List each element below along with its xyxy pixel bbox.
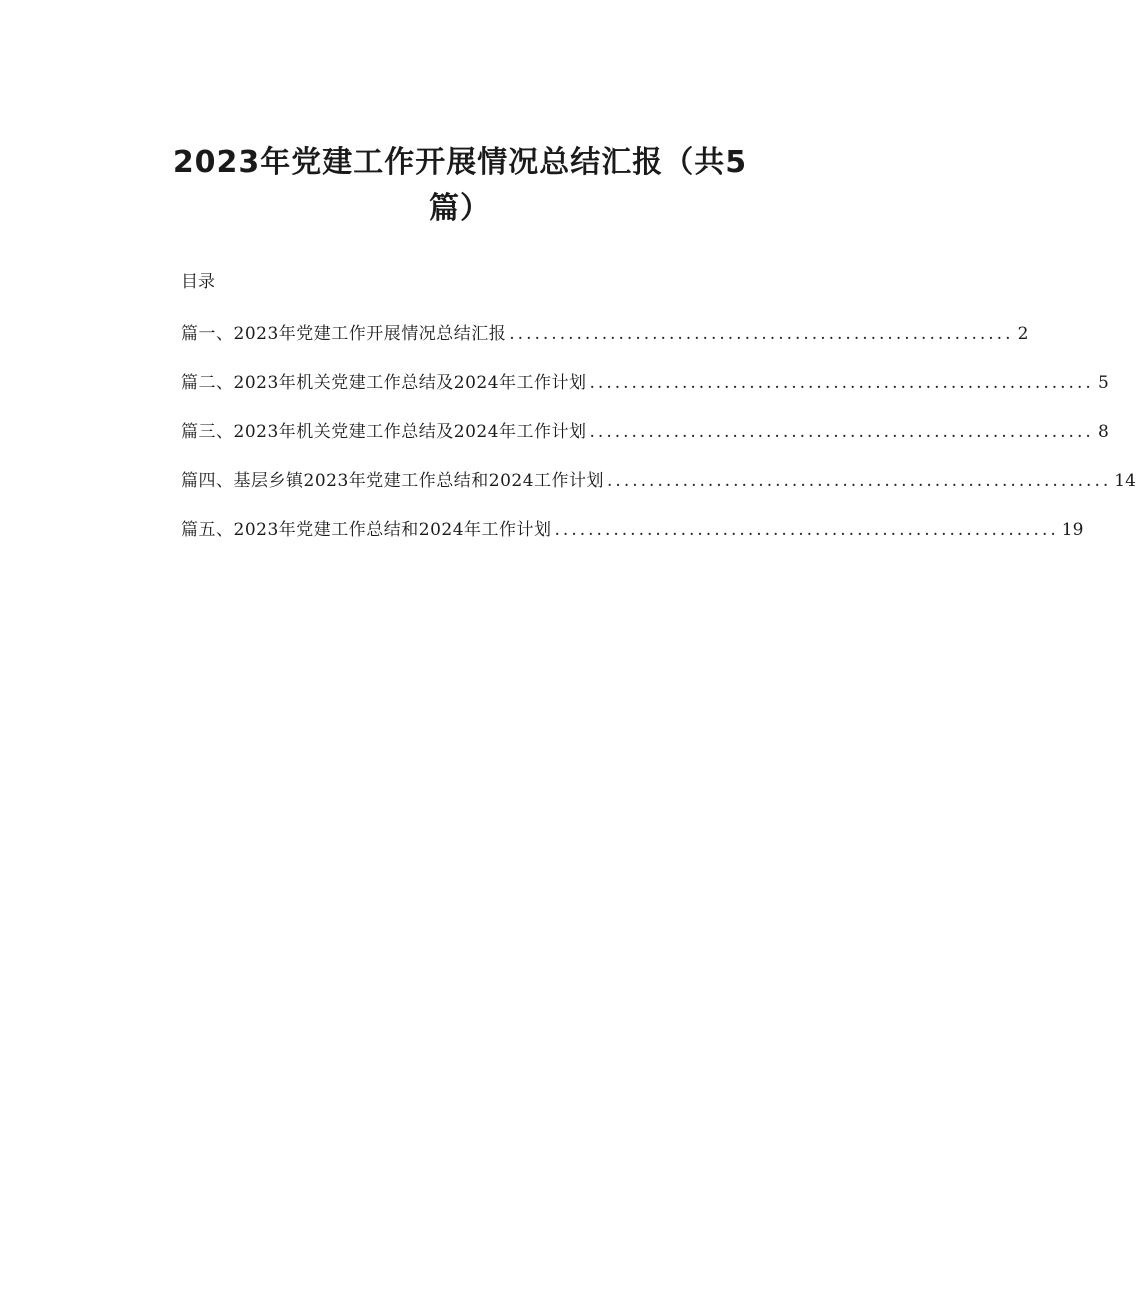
toc-leader-dots: ............................................................ xyxy=(554,520,1059,540)
toc-entry[interactable] xyxy=(181,368,1109,395)
toc-leader-dots: ............................................................ xyxy=(589,422,1094,442)
toc-entry[interactable] xyxy=(181,319,1029,346)
toc-entry-title: 篇五、2023年党建工作总结和2024年工作计划 xyxy=(181,520,552,540)
toc-entry-page: 2 xyxy=(1017,324,1029,344)
toc-entry-page: 14 xyxy=(1114,471,1136,491)
toc-leader-dots: ............................................................ xyxy=(607,471,1112,491)
toc-entry-title: 篇四、基层乡镇2023年党建工作总结和2024工作计划 xyxy=(181,471,605,491)
toc-leader-dots: ............................................................ xyxy=(589,373,1094,393)
toc-entry-page: 19 xyxy=(1061,520,1084,540)
toc-entry-title: 篇二、2023年机关党建工作总结及2024年工作计划 xyxy=(181,373,587,393)
toc-entry-title: 篇一、2023年党建工作开展情况总结汇报 xyxy=(181,324,507,344)
toc-entry-page: 8 xyxy=(1097,422,1109,442)
toc-leader-dots: ............................................................ xyxy=(509,324,1014,344)
table-of-contents xyxy=(181,319,1136,564)
toc-entry-page: 5 xyxy=(1097,373,1109,393)
toc-entry[interactable] xyxy=(181,417,1109,444)
toc-entry[interactable] xyxy=(181,466,1136,493)
toc-entry-title: 篇三、2023年机关党建工作总结及2024年工作计划 xyxy=(181,422,587,442)
document-title: 2023年党建工作开展情况总结汇报（共5篇） xyxy=(172,145,748,226)
toc-heading: 目录 xyxy=(181,272,215,292)
toc-entry[interactable] xyxy=(181,515,1084,542)
